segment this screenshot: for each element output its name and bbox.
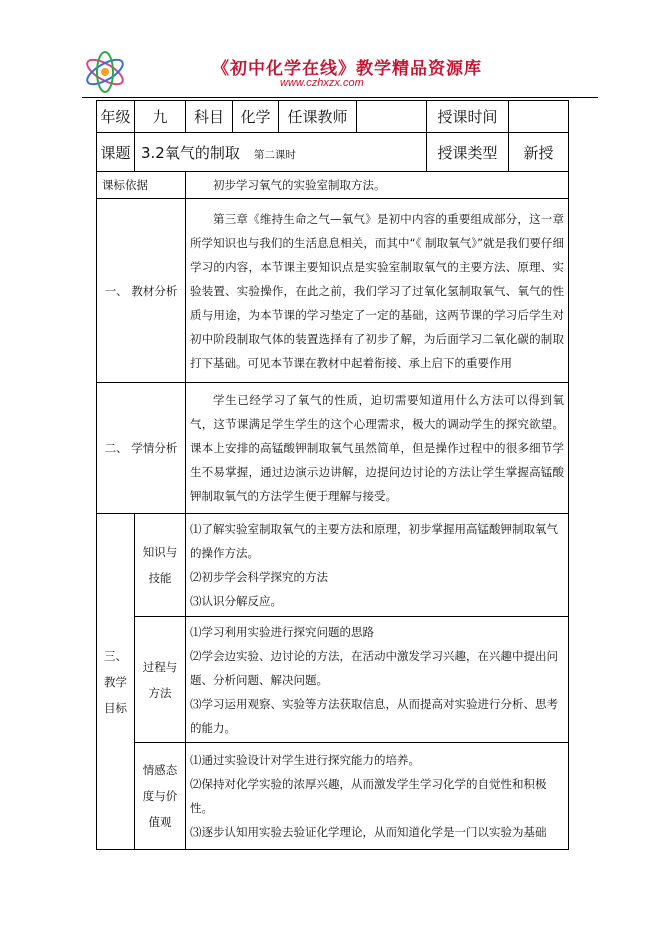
list-item: ⑵保持对化学实验的浓厚兴趣，从而激发学生学习化学的自觉性和积极性。 <box>190 777 547 815</box>
type-label: 授课类型 <box>427 133 509 172</box>
knowledge-label-line: 技能 <box>148 571 172 585</box>
process-label-line: 方法 <box>148 685 172 700</box>
knowledge-label <box>135 514 186 617</box>
goals-label-line: 三、 <box>104 648 127 663</box>
time-value <box>509 101 569 133</box>
goals-label <box>97 514 135 850</box>
atom-logo-icon <box>82 50 128 94</box>
banner-url[interactable]: www.czhxzx.com <box>280 77 364 89</box>
emotion-label-line: 值观 <box>148 815 172 829</box>
banner-title: 《初中化学在线》教学精品资源库 <box>212 59 482 79</box>
time-label: 授课时间 <box>427 101 509 133</box>
emotion-label-line: 情感态 <box>142 763 178 777</box>
teacher-label: 任课教师 <box>279 101 357 133</box>
list-item: ⑵初步学会科学探究的方法 <box>190 570 328 584</box>
standard-label: 课标依据 <box>97 172 186 199</box>
teacher-value <box>357 101 427 133</box>
table-row <box>97 199 569 383</box>
period-value: 第二课时 <box>253 148 296 161</box>
type-value: 新授 <box>509 133 569 172</box>
table-row <box>97 514 569 617</box>
grade-value: 九 <box>135 101 186 133</box>
table-row <box>97 617 569 743</box>
grade-label: 年级 <box>97 101 135 133</box>
students-text: 学生已经学习了氧气的性质，迫切需要知道用什么方法可以得到氧气，这节课满足学生学生的这个心理需求，极大的调动学生的探究欲望。课本上安排的高锰酸钾制取氧气虽然简单，但是操作过程中的很多细节学生不易掌握，通过边演示边讲解，边提问边讨论的方法让学生掌握高锰酸钾制取氧气的方法学生便于理解与接受。 <box>186 383 569 514</box>
table-row <box>97 101 569 133</box>
topic-label: 课题 <box>97 133 135 172</box>
list-item: ⑶逐步认知用实验去验证化学理论，从而知道化学是一门以实验为基础 <box>190 825 547 839</box>
topic-cell <box>135 133 427 172</box>
emotion-items <box>186 743 569 850</box>
table-row <box>97 743 569 850</box>
table-row <box>97 133 569 172</box>
topic-value: 3.2氧气的制取 <box>141 143 240 162</box>
goals-label-line: 教学 <box>104 674 127 689</box>
lesson-plan-table <box>96 100 569 850</box>
list-item: ⑴学习利用实验进行探究问题的思路 <box>190 624 374 639</box>
header-banner <box>82 50 602 95</box>
table-row <box>97 383 569 514</box>
subject-value: 化学 <box>233 101 279 133</box>
process-label-line: 过程与 <box>142 659 178 674</box>
list-item: ⑴通过实验设计对学生进行探究能力的培养。 <box>190 753 420 767</box>
material-text: 第三章《维持生命之气—氧气》是初中内容的重要组成部分，这一章所学知识也与我们的生活息息相关，而其中“《 制取氧气》”就是我们要仔细学习的内容，本节课主要知识点是实验室制取氧气的主要方法、原理、实验装置、实验操作，在此之前，我们学习了过氧化氢制取氧气、氧气的性质与用途，为本节课的学习垫定了一定的基础，这两节课的学习后学生对初中阶段制取气体的装置选择有了初步了解，为后面学习二氧化碳的制取打下基础。可见本节课在教材中起着衔接、承上启下的重要作用 <box>186 199 569 383</box>
emotion-label <box>135 743 186 850</box>
list-item: ⑶认识分解反应。 <box>190 594 282 608</box>
students-label: 二、 学情分析 <box>97 383 186 514</box>
header-divider <box>82 97 598 98</box>
list-item: ⑴了解实验室制取氧气的主要方法和原理，初步掌握用高锰酸钾制取氧气的操作方法。 <box>190 522 558 560</box>
material-label: 一、 教材分析 <box>97 199 186 383</box>
subject-label: 科目 <box>186 101 233 133</box>
list-item: ⑶学习运用观察、实验等方法获取信息，从而提高对实验进行分析、思考的能力。 <box>190 696 558 735</box>
knowledge-items <box>186 514 569 617</box>
goals-label-line: 目标 <box>104 700 127 715</box>
table-row <box>97 172 569 199</box>
process-label <box>135 617 186 743</box>
process-items <box>186 617 569 743</box>
list-item: ⑵学会边实验、边讨论的方法，在活动中激发学习兴趣，在兴趣中提出问题、分析问题、解决问题。 <box>190 648 558 687</box>
standard-text: 初步学习氧气的实验室制取方法。 <box>186 172 569 199</box>
knowledge-label-line: 知识与 <box>142 545 178 559</box>
emotion-label-line: 度与价 <box>142 789 178 803</box>
